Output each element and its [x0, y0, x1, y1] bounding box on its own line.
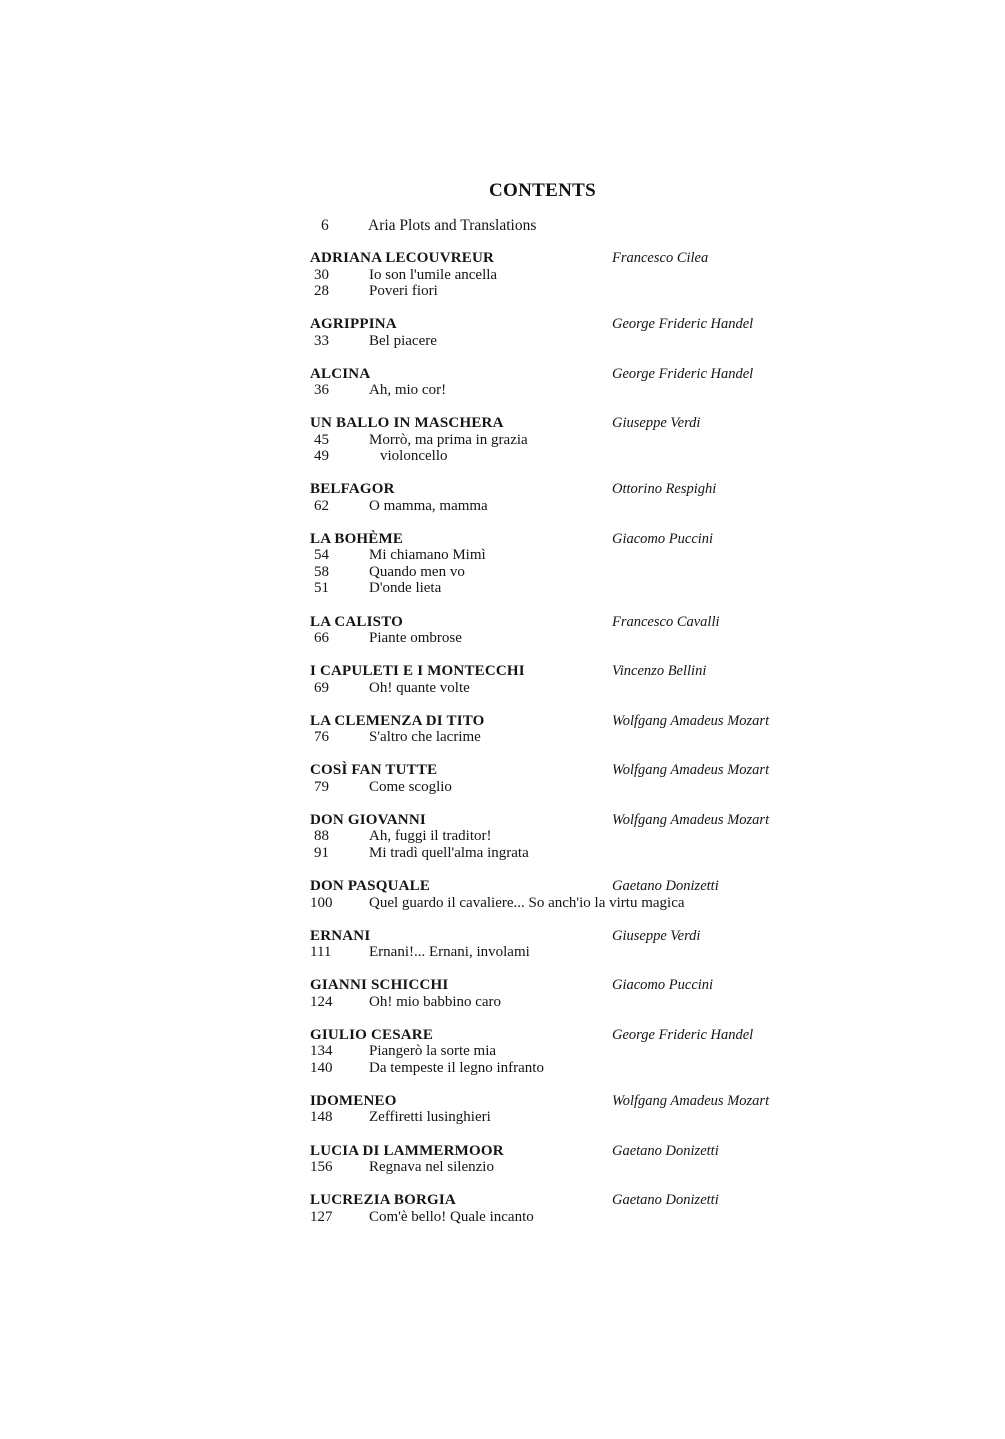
opera-header [310, 663, 790, 680]
aria-page-number: 76 [314, 729, 329, 746]
aria-title: Quando men vo [369, 563, 465, 580]
opera-title: IDOMENEO [310, 1092, 397, 1109]
aria-entry[interactable] [310, 283, 790, 300]
intro-label: Aria Plots and Translations [368, 217, 537, 234]
aria-entry[interactable] [310, 828, 790, 845]
aria-title: O mamma, mamma [369, 497, 488, 514]
aria-entry[interactable] [310, 432, 790, 449]
aria-page-number: 66 [314, 630, 329, 647]
aria-entry[interactable] [310, 845, 790, 862]
aria-title: Ernani!... Ernani, involami [369, 944, 530, 961]
opera-title: BELFAGOR [310, 481, 395, 498]
composer-name: Giuseppe Verdi [612, 415, 701, 432]
opera-entry [310, 663, 790, 696]
aria-title: Poveri fiori [369, 283, 438, 299]
intro-page-number: 6 [321, 217, 329, 234]
composer-name: Giacomo Puccini [612, 977, 714, 994]
aria-entry[interactable] [310, 895, 790, 912]
aria-title: Oh! mio babbino caro [369, 993, 502, 1010]
opera-entry [310, 1192, 790, 1225]
aria-entry[interactable] [310, 1043, 790, 1060]
composer-name: Ottorino Respighi [612, 481, 717, 498]
opera-entry [310, 928, 790, 961]
aria-entry[interactable] [310, 994, 790, 1011]
opera-entry [310, 762, 790, 795]
aria-entry[interactable] [310, 580, 790, 597]
contents-list [310, 250, 790, 1242]
composer-name: Giacomo Puccini [612, 530, 714, 547]
aria-page-number: 148 [310, 1109, 333, 1126]
composer-name: Wolfgang Amadeus Mozart [612, 1092, 770, 1109]
opera-entry [310, 366, 790, 399]
page-title: CONTENTS [489, 180, 596, 201]
aria-entry[interactable] [310, 564, 790, 581]
aria-page-number: 28 [314, 283, 329, 299]
aria-entry[interactable] [310, 382, 790, 399]
opera-entry [310, 713, 790, 746]
aria-page-number: 91 [314, 844, 329, 861]
aria-entry[interactable] [310, 547, 790, 564]
opera-entry [310, 878, 790, 911]
opera-title: DON PASQUALE [310, 878, 431, 895]
opera-title: LUCIA DI LAMMERMOOR [310, 1142, 504, 1159]
aria-title: Regnava nel silenzio [369, 1159, 494, 1175]
opera-title: LUCREZIA BORGIA [310, 1192, 456, 1209]
opera-header [310, 713, 790, 730]
opera-title: I CAPULETI E I MONTECCHI [310, 663, 525, 680]
aria-page-number: 79 [314, 778, 329, 795]
aria-page-number: 124 [310, 993, 333, 1010]
opera-title: GIULIO CESARE [310, 1026, 434, 1043]
aria-title: Io son l'umile ancella [369, 266, 498, 283]
opera-title: COSÌ FAN TUTTE [310, 762, 438, 779]
opera-header [310, 481, 790, 498]
aria-title: Mi tradì quell'alma ingrata [369, 844, 529, 861]
opera-title: DON GIOVANNI [310, 811, 426, 828]
composer-name: Gaetano Donizetti [612, 1142, 719, 1159]
opera-header [310, 812, 790, 829]
aria-page-number: 54 [314, 547, 329, 564]
composer-name: George Frideric Handel [612, 365, 754, 382]
opera-entry [310, 250, 790, 300]
aria-page-number: 111 [310, 944, 332, 961]
opera-header [310, 1192, 790, 1209]
aria-page-number: 140 [310, 1059, 333, 1076]
aria-title: Morrò, ma prima in grazia [369, 431, 528, 448]
aria-title: violoncello [380, 448, 448, 465]
aria-entry[interactable] [310, 779, 790, 796]
aria-title: Mi chiamano Mimì [369, 547, 486, 564]
composer-name: Gaetano Donizetti [612, 1192, 719, 1209]
aria-entry[interactable] [310, 1060, 790, 1077]
aria-title: Com'è bello! Quale incanto [369, 1208, 534, 1225]
composer-name: Wolfgang Amadeus Mozart [612, 811, 770, 828]
opera-header [310, 366, 790, 383]
opera-entry [310, 812, 790, 862]
opera-title: ALCINA [310, 365, 371, 382]
aria-title: Da tempeste il legno infranto [369, 1059, 544, 1076]
aria-page-number: 51 [314, 580, 329, 597]
composer-name: Vincenzo Bellini [612, 663, 707, 680]
aria-page-number: 58 [314, 563, 329, 580]
aria-entry[interactable] [310, 944, 790, 961]
opera-title: LA BOHÈME [310, 530, 404, 547]
aria-title: Piante ombrose [369, 630, 462, 647]
opera-header [310, 762, 790, 779]
opera-entry [310, 977, 790, 1010]
opera-header [310, 928, 790, 945]
opera-title: AGRIPPINA [310, 316, 397, 333]
opera-entry [310, 316, 790, 349]
aria-title: Quel guardo il cavaliere... So anch'io la virtu magica [369, 894, 685, 911]
opera-entry [310, 1093, 790, 1126]
composer-name: Wolfgang Amadeus Mozart [612, 762, 770, 779]
aria-entry[interactable] [310, 498, 790, 515]
aria-title: Ah, fuggi il traditor! [369, 828, 492, 845]
aria-entry[interactable] [310, 1109, 790, 1126]
aria-title: Zeffiretti lusinghieri [369, 1109, 491, 1126]
aria-entry[interactable] [310, 267, 790, 284]
composer-name: Wolfgang Amadeus Mozart [612, 712, 770, 729]
aria-entry[interactable] [310, 729, 790, 746]
opera-title: ERNANI [310, 927, 371, 944]
aria-page-number: 30 [314, 266, 329, 283]
aria-page-number: 156 [310, 1159, 333, 1175]
aria-page-number: 45 [314, 431, 329, 448]
aria-entry[interactable] [310, 1209, 790, 1226]
opera-title: UN BALLO IN MASCHERA [310, 415, 504, 432]
aria-entry[interactable] [310, 630, 790, 647]
aria-page-number: 62 [314, 497, 329, 514]
composer-name: George Frideric Handel [612, 1026, 754, 1043]
composer-name: Giuseppe Verdi [612, 927, 701, 944]
opera-title: LA CLEMENZA DI TITO [310, 712, 485, 729]
opera-header [310, 316, 790, 333]
opera-header [310, 1027, 790, 1044]
opera-header [310, 415, 790, 432]
aria-entry[interactable] [310, 333, 790, 350]
opera-header [310, 531, 790, 548]
aria-title: Piangerò la sorte mia [369, 1043, 497, 1060]
aria-page-number: 33 [314, 332, 329, 349]
aria-entry[interactable] [310, 1159, 790, 1176]
opera-entry [310, 415, 790, 465]
opera-title: LA CALISTO [310, 613, 404, 630]
opera-title: GIANNI SCHICCHI [310, 977, 449, 994]
opera-entry [310, 1143, 790, 1176]
composer-name: Gaetano Donizetti [612, 878, 719, 895]
aria-page-number: 127 [310, 1208, 333, 1225]
aria-page-number: 36 [314, 382, 329, 399]
opera-header [310, 1143, 790, 1160]
opera-entry [310, 481, 790, 514]
aria-page-number: 134 [310, 1043, 333, 1060]
aria-page-number: 49 [314, 448, 329, 465]
opera-entry [310, 1027, 790, 1077]
aria-title: Come scoglio [369, 778, 452, 795]
opera-entry [310, 531, 790, 597]
aria-title: Bel piacere [369, 332, 437, 349]
composer-name: George Frideric Handel [612, 316, 754, 333]
aria-page-number: 88 [314, 828, 329, 845]
aria-title: Ah, mio cor! [369, 382, 447, 399]
opera-header [310, 878, 790, 895]
composer-name: Francesco Cilea [612, 250, 709, 266]
opera-title: ADRIANA LECOUVREUR [310, 250, 495, 266]
aria-title: S'altro che lacrime [369, 729, 481, 746]
opera-header [310, 614, 790, 631]
opera-entry [310, 614, 790, 647]
opera-header [310, 250, 790, 267]
intro-entry[interactable] [310, 217, 536, 235]
aria-title: Oh! quante volte [369, 679, 470, 696]
opera-header [310, 1093, 790, 1110]
aria-title: D'onde lieta [369, 580, 442, 597]
opera-header [310, 977, 790, 994]
aria-page-number: 69 [314, 679, 329, 696]
aria-entry[interactable] [310, 680, 790, 697]
composer-name: Francesco Cavalli [612, 613, 720, 630]
aria-page-number: 100 [310, 894, 333, 911]
aria-entry[interactable] [310, 448, 790, 465]
